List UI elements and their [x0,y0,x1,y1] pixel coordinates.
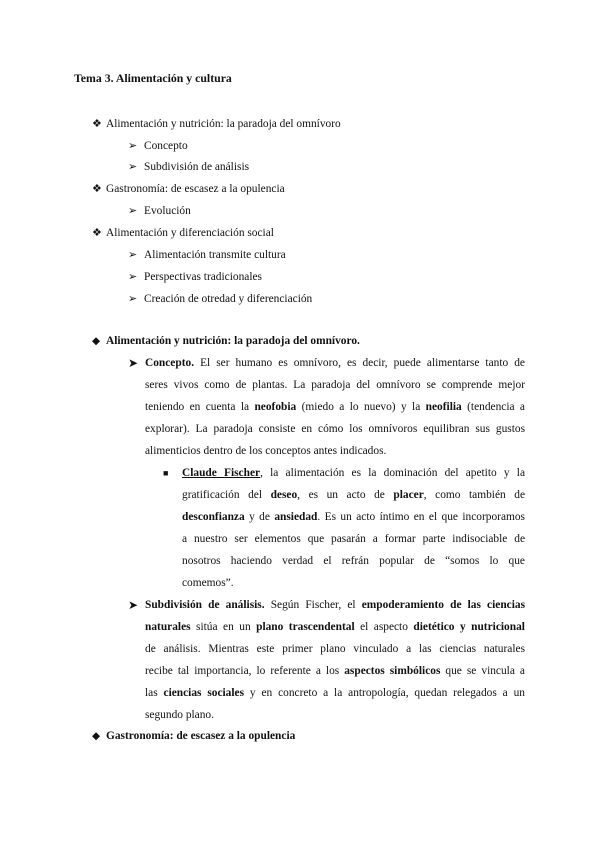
text-run: y de [249,511,270,523]
arrow-bullet-icon: ➢ [128,293,138,305]
arrow-bullet-icon: ➢ [128,271,138,283]
paragraph-line: comemos”. [182,577,234,589]
outline-subitem [128,139,188,153]
subheading-subdivision: Subdivisión de análisis. [145,599,265,611]
paragraph-line [182,510,525,524]
outline-subitem [128,270,262,284]
paragraph-line: a nuestro ser elementos que pasarán a formar parte indisociable de [182,533,525,545]
paragraph-line: seres vivos como de plantas. La paradoja del omnívoro se comprende mejor [145,379,525,391]
outline-subitem [128,160,249,174]
bold-term: deseo [270,489,298,501]
section-heading-label: Alimentación y nutrición: la paradoja del omnívoro. [106,335,360,347]
paragraph-line: segundo plano. [145,709,214,721]
outline-item-label: Alimentación y nutrición: la paradoja del omnívoro [106,118,341,130]
text-run: y en concreto a la antropología, quedan relegados a un [249,687,525,699]
text-run: sitúa en un [196,621,251,633]
text-run: (tendencia a [467,401,525,413]
paragraph-line [182,466,525,480]
diamond-bullet-icon: ❖ [92,227,102,239]
diamond-solid-icon: ◆ [92,731,101,742]
text-run: gratificación del [182,489,263,501]
bold-arrow-icon: ➤ [128,598,139,612]
bold-term: dietético y nutricional [413,621,525,633]
paragraph-line [145,620,525,634]
text-run: teniendo en cuenta la [145,401,250,413]
text-run: , la alimentación es la dominación del apetito y la [260,467,525,479]
text-run: (miedo a lo nuevo) y la [301,401,421,413]
text-run: las [145,687,158,699]
text-run: El ser humano es omnívoro, es decir, puede alimentarse tanto de [200,357,525,369]
arrow-bullet-icon: ➢ [128,140,138,152]
section-heading [92,729,295,744]
paragraph-line [145,400,525,414]
bold-term: ciencias sociales [163,687,245,699]
paragraph-line: alimenticios dentro de los conceptos antes indicados. [145,445,387,457]
diamond-bullet-icon: ❖ [92,118,102,130]
diamond-solid-icon: ◆ [92,336,101,347]
text-run: el aspecto [360,621,408,633]
outline-item [92,117,341,131]
arrow-bullet-icon: ➢ [128,161,138,173]
bold-term: placer [393,489,424,501]
bold-term: ansiedad [274,511,318,523]
diamond-bullet-icon: ❖ [92,183,102,195]
bold-term: empoderamiento de las ciencias [361,599,526,611]
outline-subitem-label: Subdivisión de análisis [144,161,250,173]
outline-subitem [128,204,191,218]
outline-subitem [128,292,312,306]
paragraph-line [145,664,525,678]
page-title: Tema 3. Alimentación y cultura [74,71,232,85]
square-bullet-icon: ■ [163,468,169,478]
paragraph-line [182,488,525,502]
outline-subitem-label: Evolución [144,205,191,217]
paragraph-line [145,598,525,612]
outline-item-label: Gastronomía: de escasez a la opulencia [106,183,285,195]
text-run: , como también de [423,489,526,501]
outline-item-label: Alimentación y diferenciación social [106,227,274,239]
section-heading [92,334,360,349]
outline-subitem-label: Perspectivas tradicionales [144,271,262,283]
outline-item [92,182,285,196]
text-run: Según Fischer, el [270,599,356,611]
outline-item [92,226,274,240]
paragraph-line [145,686,525,700]
author-name: Claude Fischer [182,467,261,479]
text-run: , es un acto de [297,489,385,501]
outline-subitem-label: Concepto [144,140,188,152]
section-heading-label: Gastronomía: de escasez a la opulencia [106,730,296,742]
text-run: . Es un acto íntimo en el que incorporamos [317,511,525,523]
bold-arrow-icon: ➤ [128,356,139,370]
outline-subitem [128,248,286,262]
arrow-bullet-icon: ➢ [128,205,138,217]
arrow-bullet-icon: ➢ [128,249,138,261]
paragraph-line: explorar). La paradoja consiste en cómo los omnívoros equilibran sus gustos [145,423,525,435]
paragraph-line: de análisis. Mientras este primer plano vinculado a las ciencias naturales [145,643,525,655]
bold-term: neofilia [425,401,462,413]
outline-subitem-label: Creación de otredad y diferenciación [144,293,313,305]
bold-term: neofobia [254,401,297,413]
outline-subitem-label: Alimentación transmite cultura [144,249,286,261]
bold-term: aspectos simbólicos [344,665,441,677]
subheading-concepto: Concepto. [145,357,195,369]
paragraph-line [145,356,525,370]
bold-term: plano trascendental [256,621,355,633]
bold-term: naturales [145,621,191,633]
bold-term: desconfianza [182,511,245,523]
text-run: recibe tal importancia, lo referente a los [145,665,340,677]
text-run: que se vincula a [445,665,525,677]
paragraph-line: nosotros haciendo verdad el refrán popular de “somos lo que [182,555,525,567]
